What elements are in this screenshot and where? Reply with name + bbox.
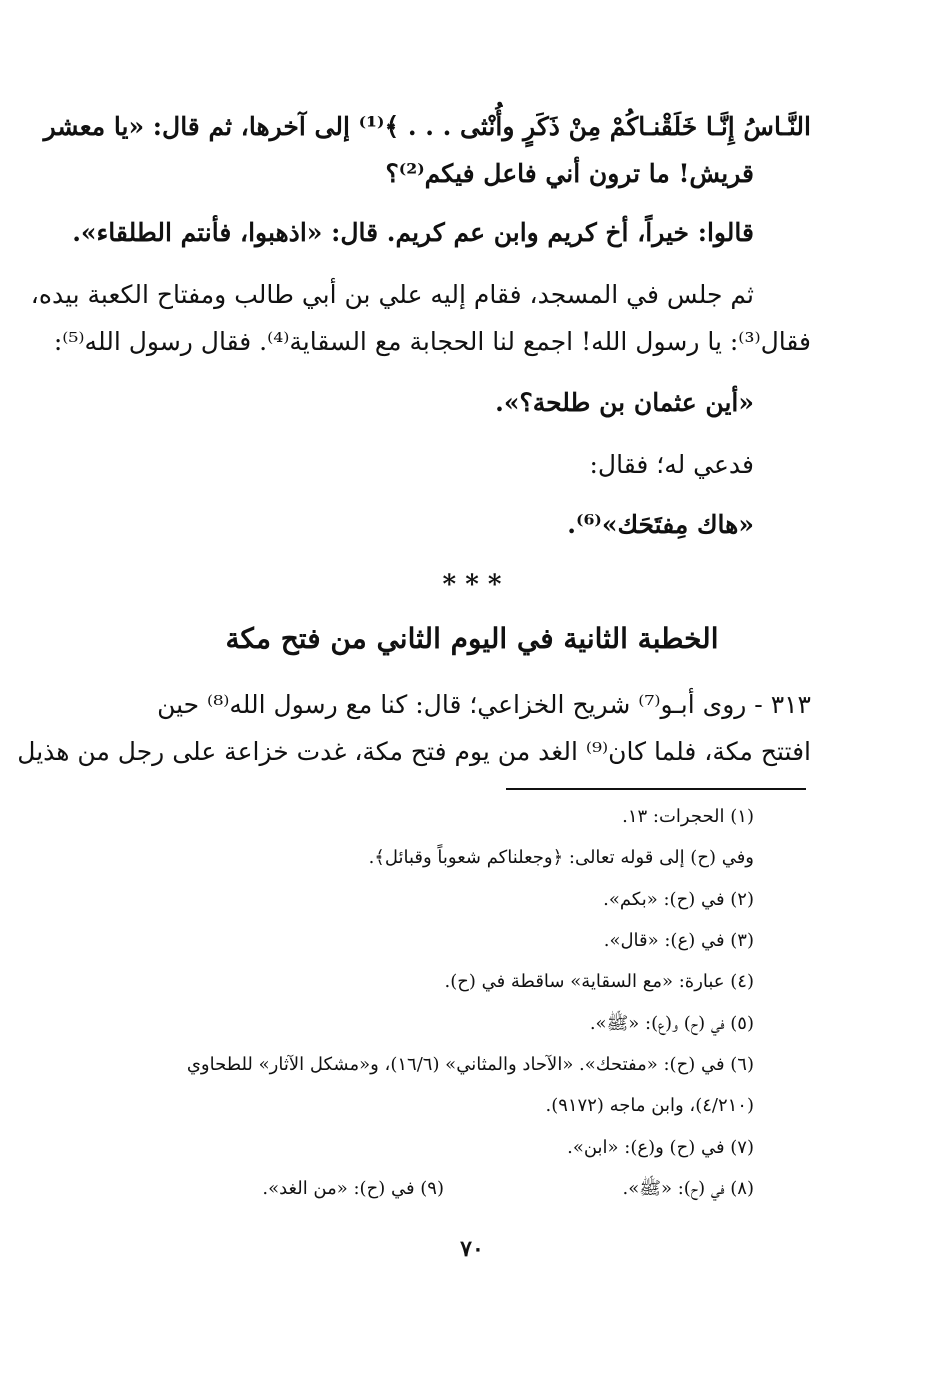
section-heading: الخطبة الثانية في اليوم الثاني من فتح مكة — [225, 622, 719, 655]
footnote-3: (٣) في (ع): «قال». — [603, 930, 754, 951]
footnote-4: (٤) عبارة: «مع السقاية» ساقطة في (ح). — [444, 971, 754, 992]
text-line-4: ثم جلس في المسجد، فقام إليه علي بن أبي طالب ومفتاح الكعبة بيده، — [30, 280, 754, 309]
text-line-10: افتتح مكة، فلما كان⁽⁹⁾ الغد من يوم فتح مكة، غدت خزاعة على رجل من هذيل — [17, 737, 811, 766]
section-separator: * * * — [442, 570, 502, 600]
footnote-7: (٧) في (ح) و(ع): «ابن». — [567, 1137, 754, 1158]
footnote-6: (٦) في (ح): «مفتحك». «الآحاد والمثاني» (١٦/٦)، و«مشكل الآثار» للطحاوي — [186, 1054, 754, 1075]
footnote-divider — [506, 788, 806, 790]
text-line-8: «هاك مِفتَحَك»⁽⁶⁾. — [567, 510, 754, 539]
text-line-5: فقال⁽³⁾: يا رسول الله! اجمع لنا الحجابة مع السقاية⁽⁴⁾. فقال رسول الله⁽⁵⁾: — [53, 327, 811, 356]
footnote-9: (٩) في (ح): «من الغد». — [262, 1178, 444, 1199]
footnote-8: (٨) في (ح): «ﷺ». — [622, 1178, 754, 1199]
text-line-7: فدعي له؛ فقال: — [589, 450, 754, 479]
text-line-9: ٣١٣ - روى أبـو⁽⁷⁾ شريح الخزاعي؛ قال: كنا مع رسول الله⁽⁸⁾ حين — [157, 690, 811, 719]
footnote-1-continued: وفي (ح) إلى قوله تعالى: ﴿وجعلناكم شعوباً وقبائل﴾. — [368, 847, 754, 868]
text-line-1: النَّـاسُ إِنَّـا خَلَقْنـاكُمْ مِنْ ذَكَرٍ وأُنْثى . . . ﴾⁽¹⁾ إلى آخرها، ثم قال: «يا معشر — [43, 112, 811, 141]
footnote-6-continued: (٤/٢١٠)، وابن ماجه (٩١٧٢). — [545, 1095, 754, 1116]
text-line-3: قالوا: خيراً، أخ كريم وابن عم كريم. قال: «اذهبوا، فأنتم الطلقاء». — [72, 218, 754, 247]
footnote-5: (٥) في (ح) و(ع): «ﷺ». — [589, 1013, 754, 1034]
text-line-6: «أين عثمان بن طلحة؟». — [495, 388, 754, 417]
footnote-1: (١) الحجرات: ١٣. — [622, 806, 754, 827]
page-number: ٧٠ — [460, 1236, 484, 1262]
footnote-2: (٢) في (ح): «بكم». — [603, 889, 754, 910]
text-line-2: قريش! ما ترون أني فاعل فيكم⁽²⁾؟ — [385, 159, 754, 188]
